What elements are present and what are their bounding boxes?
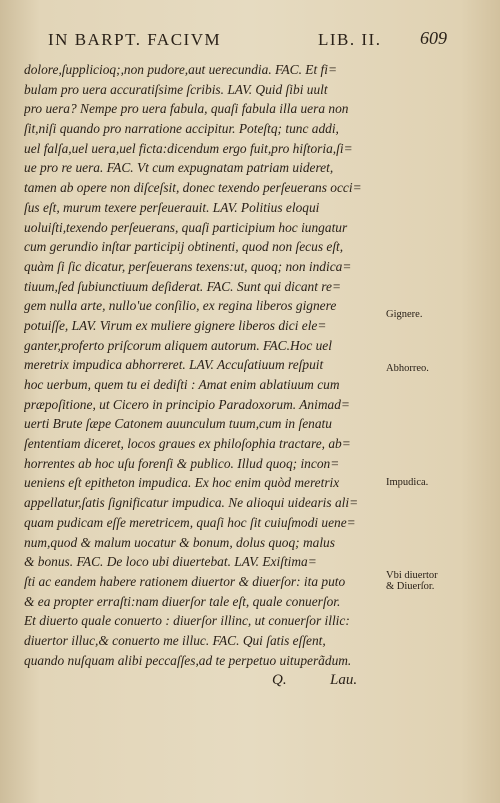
text-line: hoc uerbum, quem tu ei dediſti : Amat enim ablatiuum cum (24, 377, 340, 392)
text-line: tiuum,ſed ſubiunctiuum deſiderat. FAC. Sunt qui dicant re= (24, 278, 341, 294)
text-line: ue pro re uera. FAC. Vt cum expugnatam patriam uideret, (24, 160, 334, 176)
text-line: & ea propter erraſti:nam diuerſor tale eſt, quale conuerſor. (24, 593, 341, 609)
text-line: præpoſitione, ut Cicero in principio Paradoxorum. Animad= (24, 396, 350, 412)
text-line: uoluiſti,texendo perſeuerans, quaſi participium hoc iungatur (24, 219, 348, 235)
text-line: quam pudicam eſſe meretricem, quaſi hoc ſit cuiuſmodi uene= (24, 514, 356, 530)
margin-note-diuertor-line1: Vbi diuertor (386, 570, 438, 581)
margin-note-diuertor-line2: & Diuerſor. (386, 581, 435, 592)
text-line: horrentes ab hoc uſu forenſi & publico. Illud quoq; incon= (24, 455, 340, 471)
text-line: appellatur,ſatis ſignificatur impudica. Ne alioqui uidearis ali= (24, 495, 359, 511)
margin-note-diuertor (386, 570, 496, 592)
text-line: cum gerundio inſtar participij obtinenti, quod non ſecus eſt, (24, 239, 344, 255)
text-line: ueniens eſt epitheton impudica. Ex hoc enim quòd meretrix (24, 475, 340, 491)
text-line: ſti ac eandem habere rationem diuertor & diuerſor: ita puto (24, 573, 346, 589)
text-line: uel falſa,uel uera,uel ficta:dicendum ergo fuit,pro hiſtoria,ſi= (24, 140, 353, 156)
text-line: pro uera? Nempe pro uera fabula, quaſi fabula illa uera non (24, 101, 349, 117)
margin-note-gignere: Gignere. (386, 309, 423, 320)
catchword-signature: Q. (272, 672, 287, 688)
text-line: bulam pro uera accuratiſsime ſcribis. LAV. Quid ſibi uult (24, 81, 328, 97)
text-line: tamen ab opere non diſceſsit, donec texendo perſeuerans occi= (24, 180, 362, 196)
text-line: uerti Brute ſæpe Catonem auunculum tuum,cum in ſenatu (24, 416, 332, 432)
text-line: ganter,proferto priſcorum aliquem autorum. FAC.Hoc uel (24, 337, 332, 353)
book-section: LIB. II. (318, 30, 382, 49)
body-text (24, 60, 386, 670)
text-line: gem nulla arte, nullo'ue conſilio, ex regina liberos gignere (24, 298, 337, 314)
text-line: & bonus. FAC. De loco ubi diuertebat. LAV. Exiſtima= (24, 554, 317, 570)
text-line: meretrix impudica abhorreret. LAV. Accuſatiuum reſpuit (24, 357, 324, 373)
margin-note-impudica: Impudica. (386, 477, 429, 488)
page-header (48, 30, 468, 52)
page-number: 609 (420, 28, 447, 48)
text-line: diuertor illuc,& conuerto me illuc. FAC. Qui ſatis eſſent, (24, 632, 326, 648)
text-line: quando nuſquam alibi peccaſſes,ad te perpetuo uituperãdum. (24, 652, 352, 668)
text-line: quàm ſi ſic dicatur, perſeuerans texens:ut, quoq; non indica= (24, 258, 352, 274)
text-line: num,quod & malum uocatur & bonum, dolus quoq; malus (24, 534, 335, 550)
text-line: Et diuerto quale conuerto : diuerſor illinc, ut conuerſor illic: (24, 613, 350, 629)
margin-note-abhorreo: Abhorreo. (386, 363, 429, 374)
catchword: Lau. (330, 672, 358, 688)
text-line: ſus eſt, murum texere perſeuerauit. LAV. Politius eloqui (24, 199, 320, 215)
text-line: dolore,ſupplicioq;,non pudore,aut uerecundia. FAC. Et fi= (24, 62, 338, 77)
text-line: ſit,niſi quando pro narratione accipitur. Poteſtq; tunc addi, (24, 121, 339, 137)
running-title: IN BARPT. FACIVM (48, 30, 222, 49)
catchwords (0, 672, 380, 692)
text-line: potuiſſe, LAV. Virum ex muliere gignere liberos dici ele= (24, 317, 327, 333)
text-line: ſententiam diceret, locos graues ex philoſophia tractare, ab= (24, 436, 351, 452)
